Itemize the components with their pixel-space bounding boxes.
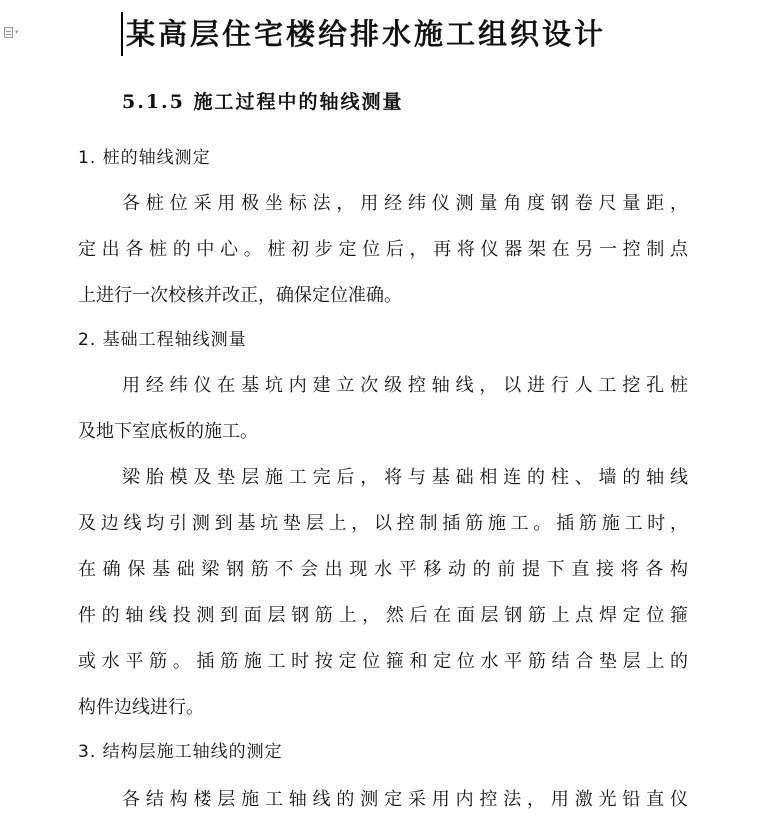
paragraph-line: 用经纬仪在基坑内建立次级控轴线，以进行人工挖孔桩 <box>122 375 688 396</box>
paragraph-line: 在确保基础梁钢筋不会出现水平移动的前提下直接将各构 <box>78 559 688 580</box>
paragraph-line: 构件边线进行。 <box>78 697 204 718</box>
text-cursor <box>121 12 123 56</box>
paragraph-line: 梁胎模及垫层施工完后，将与基础相连的柱、墙的轴线 <box>122 467 688 488</box>
subheading-2: 2. 基础工程轴线测量 <box>78 330 247 350</box>
document-title: 某高层住宅楼给排水施工组织设计 <box>126 17 607 51</box>
subheading-1: 1. 桩的轴线测定 <box>78 148 211 168</box>
dropdown-caret-icon: ▾ <box>15 27 19 36</box>
document-icon-menu[interactable] <box>4 24 30 40</box>
paragraph-line: 各结构楼层施工轴线的测定采用内控法，用激光铅直仪 <box>122 789 688 810</box>
paragraph-line: 件的轴线投测到面层钢筋上，然后在面层钢筋上点焊定位箍 <box>78 605 688 626</box>
paragraph-line: 各桩位采用极坐标法，用经纬仪测量角度钢卷尺量距， <box>122 193 688 214</box>
paragraph-line: 及地下室底板的施工。 <box>78 421 258 442</box>
section-heading: 5.1.5 施工过程中的轴线测量 <box>122 91 404 113</box>
document-icon <box>4 27 13 38</box>
paragraph-line: 或水平筋。插筋施工时按定位箍和定位水平筋结合垫层上的 <box>78 651 688 672</box>
paragraph-line: 上进行一次校核并改正，确保定位准确。 <box>78 285 402 306</box>
paragraph-line: 及边线均引测到基坑垫层上，以控制插筋施工。插筋施工时， <box>78 513 688 534</box>
subheading-3: 3. 结构层施工轴线的测定 <box>78 742 283 762</box>
paragraph-line: 定出各桩的中心。桩初步定位后，再将仪器架在另一控制点 <box>78 239 688 260</box>
